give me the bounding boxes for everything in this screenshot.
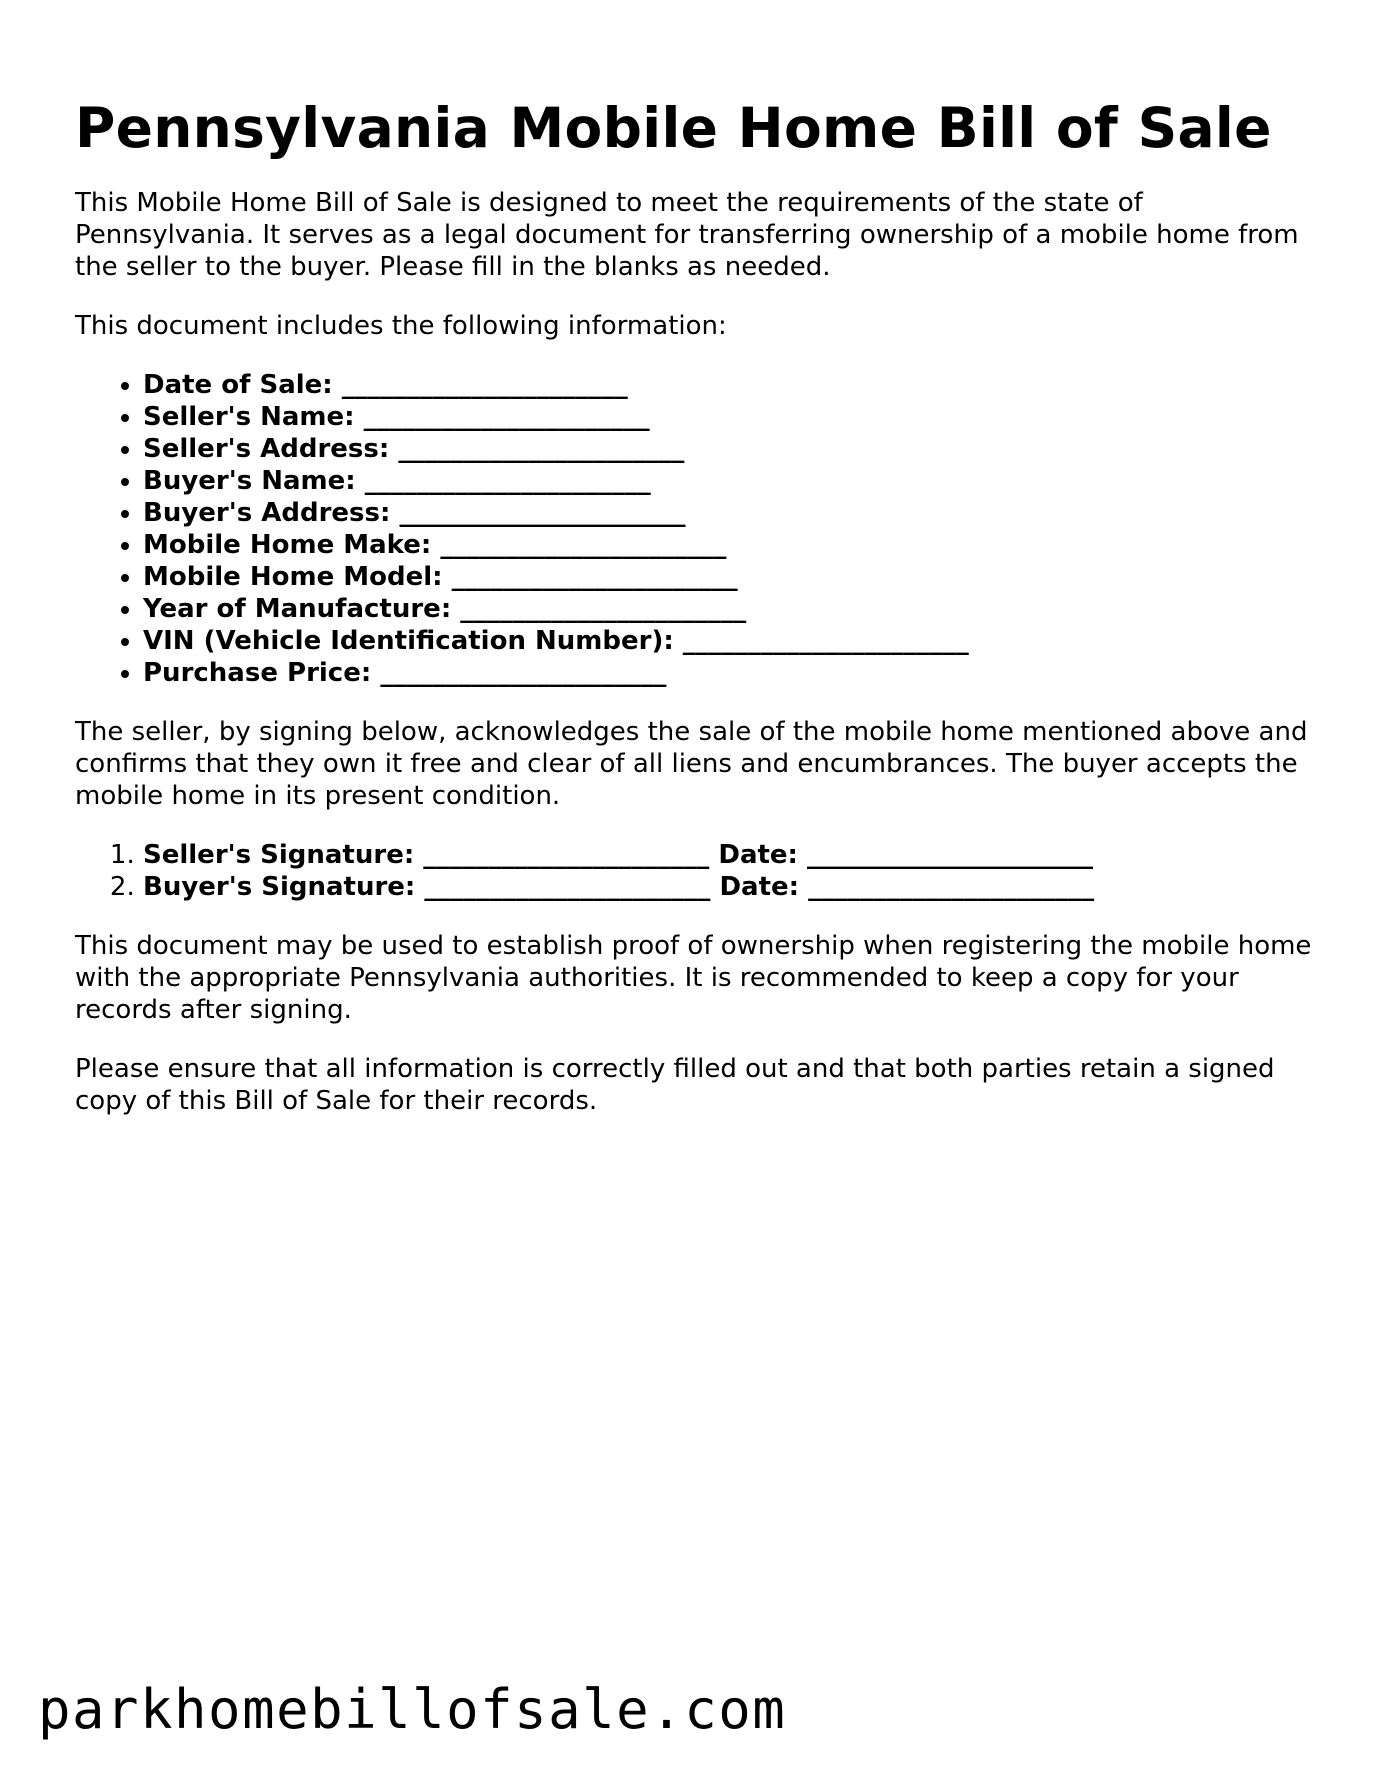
site-watermark: parkhomebillofsale.com (38, 1678, 787, 1741)
proof-paragraph: This document may be used to establish proof of ownership when registering the mobile home with the appropriate Pennsylvania authorities. It is recommended to keep a copy for your records after signing. (75, 931, 1312, 1025)
field-purchase-price (143, 657, 1315, 689)
date-label: Date: (719, 872, 800, 902)
field-list (75, 369, 1315, 689)
fill-in-blank: ______________________ (341, 370, 628, 400)
field-label: Year of Manufacture: (143, 594, 452, 624)
signature-label: Buyer's Signature: (143, 872, 416, 902)
field-label: Mobile Home Make: (143, 530, 432, 560)
field-label: Buyer's Name: (143, 466, 356, 496)
fill-in-blank: ______________________ (460, 594, 747, 624)
fill-in-blank: ______________________ (424, 872, 711, 902)
fill-in-blank: ______________________ (451, 562, 738, 592)
signature-label: Seller's Signature: (143, 840, 415, 870)
fill-in-blank: ______________________ (682, 626, 969, 656)
fill-in-blank: ______________________ (440, 530, 727, 560)
fill-in-blank: ______________________ (398, 434, 685, 464)
fill-in-blank: ______________________ (363, 402, 650, 432)
fill-in-blank: ______________________ (364, 466, 651, 496)
field-mobile-home-make (143, 529, 1315, 561)
fill-in-blank: ______________________ (399, 498, 686, 528)
field-label: Seller's Address: (143, 434, 390, 464)
acknowledgment-paragraph: The seller, by signing below, acknowledges the sale of the mobile home mentioned above and confirms that they own it free and clear of all liens and encumbrances. The buyer accepts the mobile home in its present condition. (75, 717, 1308, 811)
field-label: Buyer's Address: (143, 498, 391, 528)
field-label: Date of Sale: (143, 370, 333, 400)
field-label: VIN (Vehicle Identification Number): (143, 626, 674, 656)
page-title: Pennsylvania Mobile Home Bill of Sale (75, 96, 1272, 160)
fill-in-blank: ______________________ (808, 872, 1095, 902)
field-label: Mobile Home Model: (143, 562, 443, 592)
field-label: Seller's Name: (143, 402, 355, 432)
field-seller-address (143, 433, 1315, 465)
field-buyer-address (143, 497, 1315, 529)
signature-list (75, 839, 1315, 903)
field-buyer-name (143, 465, 1315, 497)
seller-signature-line (143, 839, 1315, 871)
fill-in-blank: ______________________ (423, 840, 710, 870)
closing-paragraph: Please ensure that all information is correctly filled out and that both parties retain a signed copy of this Bill of Sale for their records. (75, 1054, 1275, 1116)
field-label: Purchase Price: (143, 658, 372, 688)
document-page (75, 92, 1315, 1117)
includes-paragraph: This document includes the following information: (75, 311, 727, 341)
field-year-of-manufacture (143, 593, 1315, 625)
field-mobile-home-model (143, 561, 1315, 593)
field-seller-name (143, 401, 1315, 433)
intro-paragraph: This Mobile Home Bill of Sale is designed to meet the requirements of the state of Pennsylvania. It serves as a legal document for transferring ownership of a mobile home from the seller to the buyer. Please fill in the blanks as needed. (75, 188, 1299, 282)
field-vin (143, 625, 1315, 657)
field-date-of-sale (143, 369, 1315, 401)
fill-in-blank: ______________________ (380, 658, 667, 688)
date-label: Date: (718, 840, 798, 870)
buyer-signature-line (143, 871, 1315, 903)
fill-in-blank: ______________________ (807, 840, 1094, 870)
